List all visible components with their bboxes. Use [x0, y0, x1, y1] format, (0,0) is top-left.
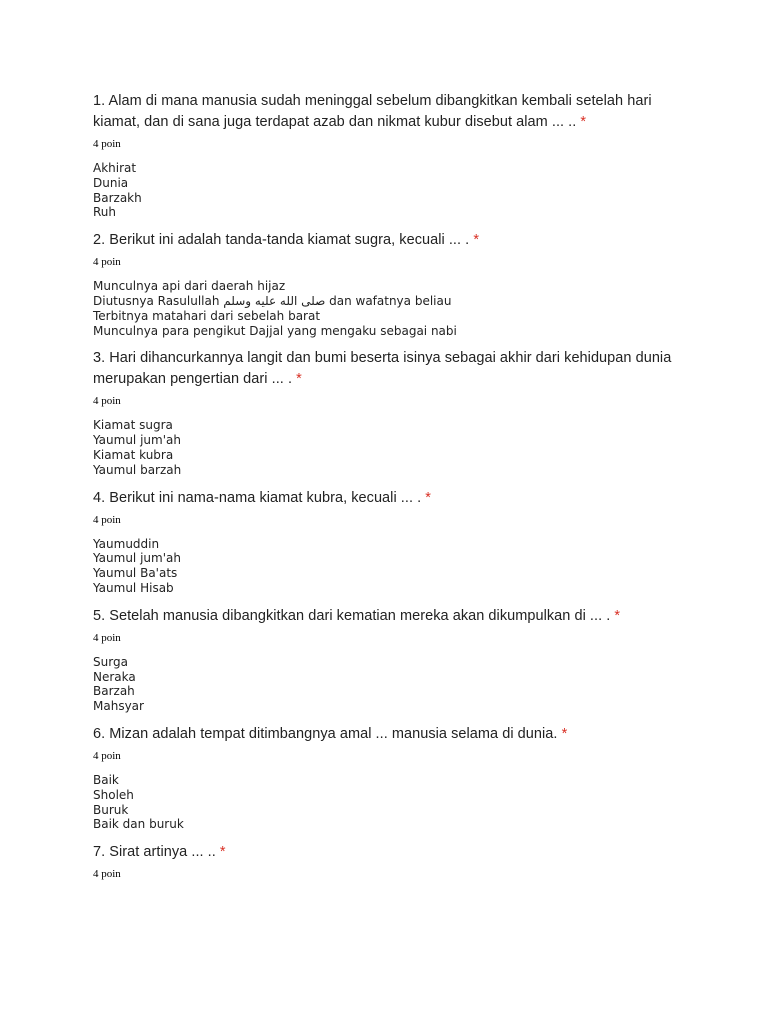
points-label: 4 poin	[93, 395, 121, 408]
question-label: 1. Alam di mana manusia sudah meninggal sebelum dibangkitkan kembali setelah hari kiamat, dan di sana juga terdapat azab dan nikmat kubur disebut alam ... ..	[93, 93, 652, 130]
option-item[interactable]: Kiamat kubra	[93, 447, 174, 462]
question-label: 2. Berikut ini adalah tanda-tanda kiamat sugra, kecuali ... .	[93, 232, 474, 249]
option-item[interactable]: Neraka	[93, 669, 136, 684]
question-5	[93, 606, 693, 714]
option-item[interactable]: Baik dan buruk	[93, 817, 184, 832]
options-list	[93, 418, 693, 477]
question-label: 5. Setelah manusia dibangkitkan dari kematian mereka akan dikumpulkan di ... .	[93, 607, 615, 624]
question-4	[93, 488, 693, 596]
points-label: 4 poin	[93, 749, 121, 762]
options-list	[93, 655, 693, 714]
required-marker: *	[473, 232, 480, 249]
options-list	[93, 279, 693, 338]
points-label: 4 poin	[93, 138, 121, 150]
question-2	[93, 230, 693, 338]
option-item[interactable]: Terbitnya matahari dari sebelah barat	[93, 308, 321, 323]
option-item[interactable]: Munculnya para pengikut Dajjal yang mengaku sebagai nabi	[93, 323, 457, 338]
required-marker: *	[614, 607, 621, 624]
question-label: 3. Hari dihancurkannya langit dan bumi beserta isinya sebagai akhir dari kehidupan dunia merupakan pengertian dari ... .	[93, 350, 672, 388]
options-list	[93, 537, 693, 596]
option-item[interactable]: Yaumul jum'ah	[93, 433, 181, 448]
options-list	[93, 161, 693, 220]
points-label: 4 poin	[93, 868, 121, 881]
option-item[interactable]: Diutusnya Rasulullah صلى الله عليه وسلم dan wafatnya beliau	[93, 293, 452, 308]
question-text	[93, 348, 693, 390]
option-item[interactable]: Sholeh	[93, 787, 134, 802]
required-marker: *	[425, 489, 431, 506]
points-label: 4 poin	[93, 513, 121, 526]
option-item[interactable]: Kiamat sugra	[93, 418, 173, 433]
option-item[interactable]: Barzakh	[93, 190, 142, 205]
question-text	[93, 724, 693, 745]
option-item[interactable]: Yaumul jum'ah	[93, 551, 181, 566]
question-6	[93, 724, 693, 832]
option-item[interactable]: Munculnya api dari daerah hijaz	[93, 279, 286, 294]
quiz-document	[93, 91, 693, 891]
points-label: 4 poin	[93, 256, 121, 269]
question-label: 4. Berikut ini nama-nama kiamat kubra, kecuali ... .	[93, 489, 426, 506]
option-item[interactable]: Ruh	[93, 205, 117, 220]
points-label: 4 poin	[93, 631, 121, 644]
question-label: 6. Mizan adalah tempat ditimbangnya amal ... manusia selama di dunia.	[93, 725, 562, 742]
question-text	[93, 488, 693, 509]
required-marker: *	[561, 725, 568, 742]
question-3	[93, 348, 693, 477]
question-text	[93, 230, 693, 251]
option-item[interactable]: Buruk	[93, 802, 129, 817]
question-text	[93, 91, 693, 133]
question-text	[93, 606, 693, 627]
required-marker: *	[580, 114, 587, 130]
option-item[interactable]: Barzah	[93, 684, 135, 699]
option-item[interactable]: Surga	[93, 654, 128, 669]
option-item[interactable]: Dunia	[93, 175, 129, 190]
question-text	[93, 842, 693, 863]
option-item[interactable]: Baik	[93, 772, 119, 787]
option-item[interactable]: Yaumuddin	[93, 536, 160, 551]
option-item[interactable]: Yaumul Hisab	[93, 580, 174, 595]
question-7	[93, 842, 693, 881]
question-label: 7. Sirat artinya ... ..	[93, 844, 220, 861]
required-marker: *	[296, 371, 302, 388]
option-item[interactable]: Mahsyar	[93, 699, 144, 714]
options-list	[93, 773, 693, 832]
question-1	[93, 91, 693, 220]
option-item[interactable]: Akhirat	[93, 161, 137, 175]
option-item[interactable]: Yaumul Ba'ats	[93, 566, 178, 581]
required-marker: *	[219, 844, 226, 861]
option-item[interactable]: Yaumul barzah	[93, 462, 182, 477]
